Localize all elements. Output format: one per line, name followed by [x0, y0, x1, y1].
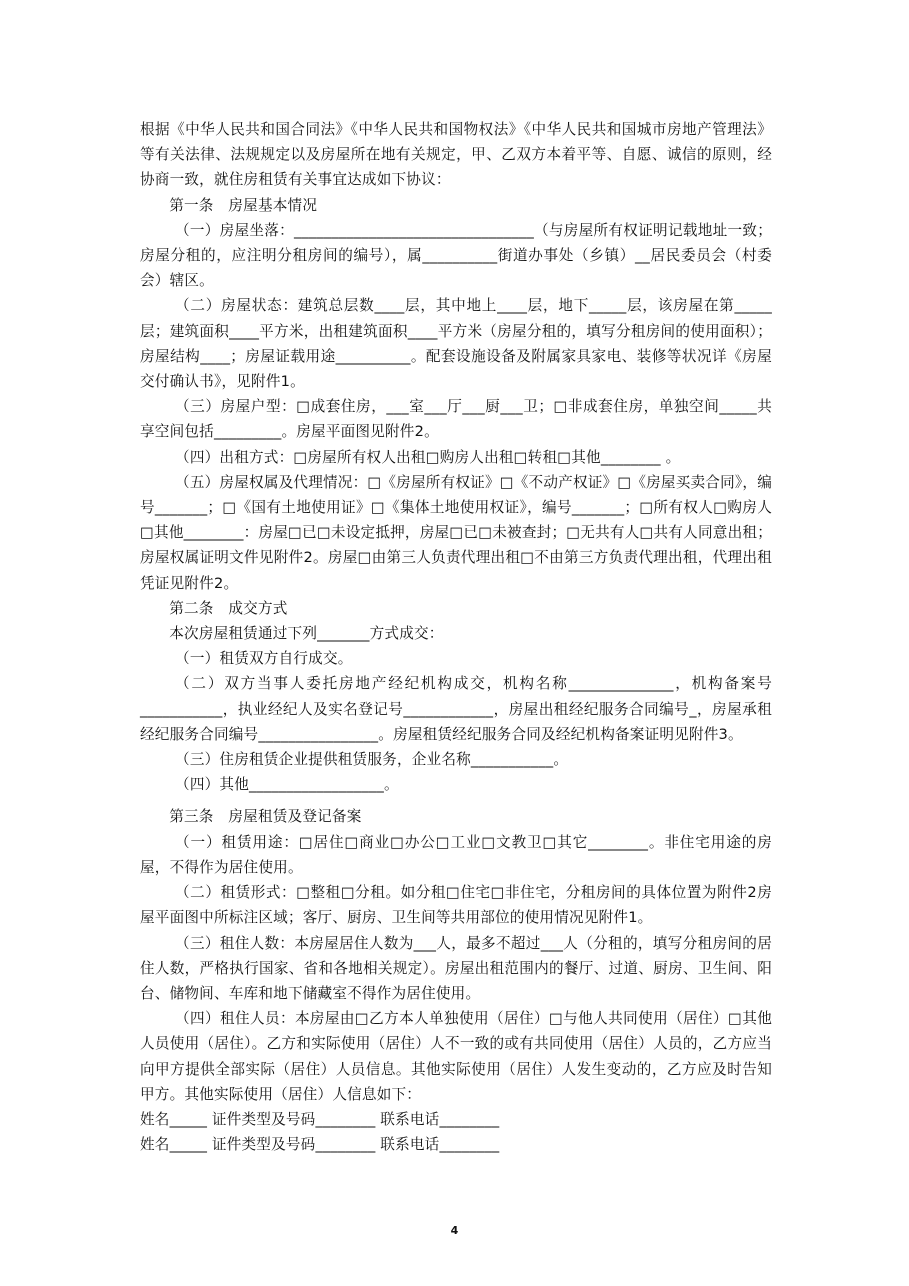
article-2-clause-4: （四）其他__________________。: [175, 776, 399, 794]
article-3-clause-3: （三）租住人数：本房屋居住人数为___人，最多不超过___人（分租的，填写分租房间的居住人数，严格执行国家、省和各地相关规定）。房屋出租范围内的餐厅、过道、厨房、卫生间、阳台、储物间、车库和地下储藏室不得作为居住使用。: [140, 934, 772, 1002]
article-1-clause-3: （三）房屋户型：□成套住房，___室___厅___厨___卫；□非成套住房，单独空间_____共享空间包括_________。房屋平面图见附件2。: [140, 398, 772, 441]
article-1-clause-5: （五）房屋权属及代理情况：□《房屋所有权证》□《不动产权证》□《房屋买卖合同》，编号_______；□《国有土地使用证》□《集体土地使用权证》，编号_______；□所有权人□购房人□其他________：房屋□已□未设定抵押，房屋□已□未被查封；□无共有人□共有人同意出租；房屋权属证明文件见附件2。房屋□由第三人负责代理出租□不由第三方负责代理出租，代理出租凭证见附件2。: [140, 473, 772, 592]
article-2-clause-3: （三）住房租赁企业提供租赁服务，企业名称___________。: [175, 751, 569, 769]
article-3-clause-1: （一）租赁用途：□居住□商业□办公□工业□文教卫□其它________。非住宅用途的房屋，不得作为居住使用。: [140, 833, 772, 876]
article-2-intro: 本次房屋租赁通过下列_______方式成交：: [169, 625, 444, 643]
occupant-info-line-1: 姓名_____ 证件类型及号码________ 联系电话________: [140, 1110, 500, 1128]
article-2-heading: 第二条 成交方式: [169, 599, 288, 617]
article-1-clause-4: （四）出租方式：□房屋所有权人出租□购房人出租□转租□其他________ 。: [175, 448, 681, 466]
article-1-clause-1: （一）房屋坐落：________________________________（与房屋所有权证明记载地址一致；房屋分租的，应注明分租房间的编号），属__________街道办事处（乡镇）__居民委员会（村委会）辖区。: [140, 221, 772, 290]
article-3-heading: 第三条 房屋租赁及登记备案: [169, 808, 362, 826]
preamble-paragraph: 根据《中华人民共和国合同法》《中华人民共和国物权法》《中华人民共和国城市房地产管理法》等有关法律、法规规定以及房屋所在地有关规定，甲、乙双方本着平等、自愿、诚信的原则，经协商一致，就住房租赁有关事宜达成如下协议：: [140, 121, 772, 189]
article-2-clause-2: （二）双方当事人委托房地产经纪机构成交，机构名称______________，机构备案号___________，执业经纪人及实名登记号____________，房屋出租经纪服务合同编号_，房屋承租经纪服务合同编号________________。房屋租赁经纪服务合同及经纪机构备案证明见附件3。: [140, 675, 772, 743]
article-1-clause-2: （二）房屋状态：建筑总层数____层，其中地上____层，地下_____层，该房屋在第_____层；建筑面积____平方米，出租建筑面积____平方米（房屋分租的，填写分租房间的使用面积）；房屋结构____；房屋证载用途__________。配套设施设备及附属家具家电、装修等状况详《房屋交付确认书》，见附件1。: [140, 297, 772, 391]
article-3-clause-4: （四）租住人员：本房屋由□乙方本人单独使用（居住）□与他人共同使用（居住）□其他人员使用（居住）。乙方和实际使用（居住）人不一致的或有共同使用（居住）人员的，乙方应当向甲方提供全部实际（居住）人员信息。其他实际使用（居住）人发生变动的，乙方应及时告知甲方。其他实际使用（居住）人信息如下：: [140, 1010, 772, 1103]
page-number: 4: [450, 1224, 459, 1237]
article-1-heading: 第一条 房屋基本情况: [169, 196, 318, 214]
contract-body: [140, 117, 772, 1157]
article-2-clause-1: （一）租赁双方自行成交。: [175, 650, 353, 668]
occupant-info-line-2: 姓名_____ 证件类型及号码________ 联系电话________: [140, 1136, 500, 1154]
article-3-clause-2: （二）租赁形式：□整租□分租。如分租□住宅□非住宅，分租房间的具体位置为附件2房屋平面图中所标注区域；客厅、厨房、卫生间等共用部位的使用情况见附件1。: [140, 884, 772, 927]
